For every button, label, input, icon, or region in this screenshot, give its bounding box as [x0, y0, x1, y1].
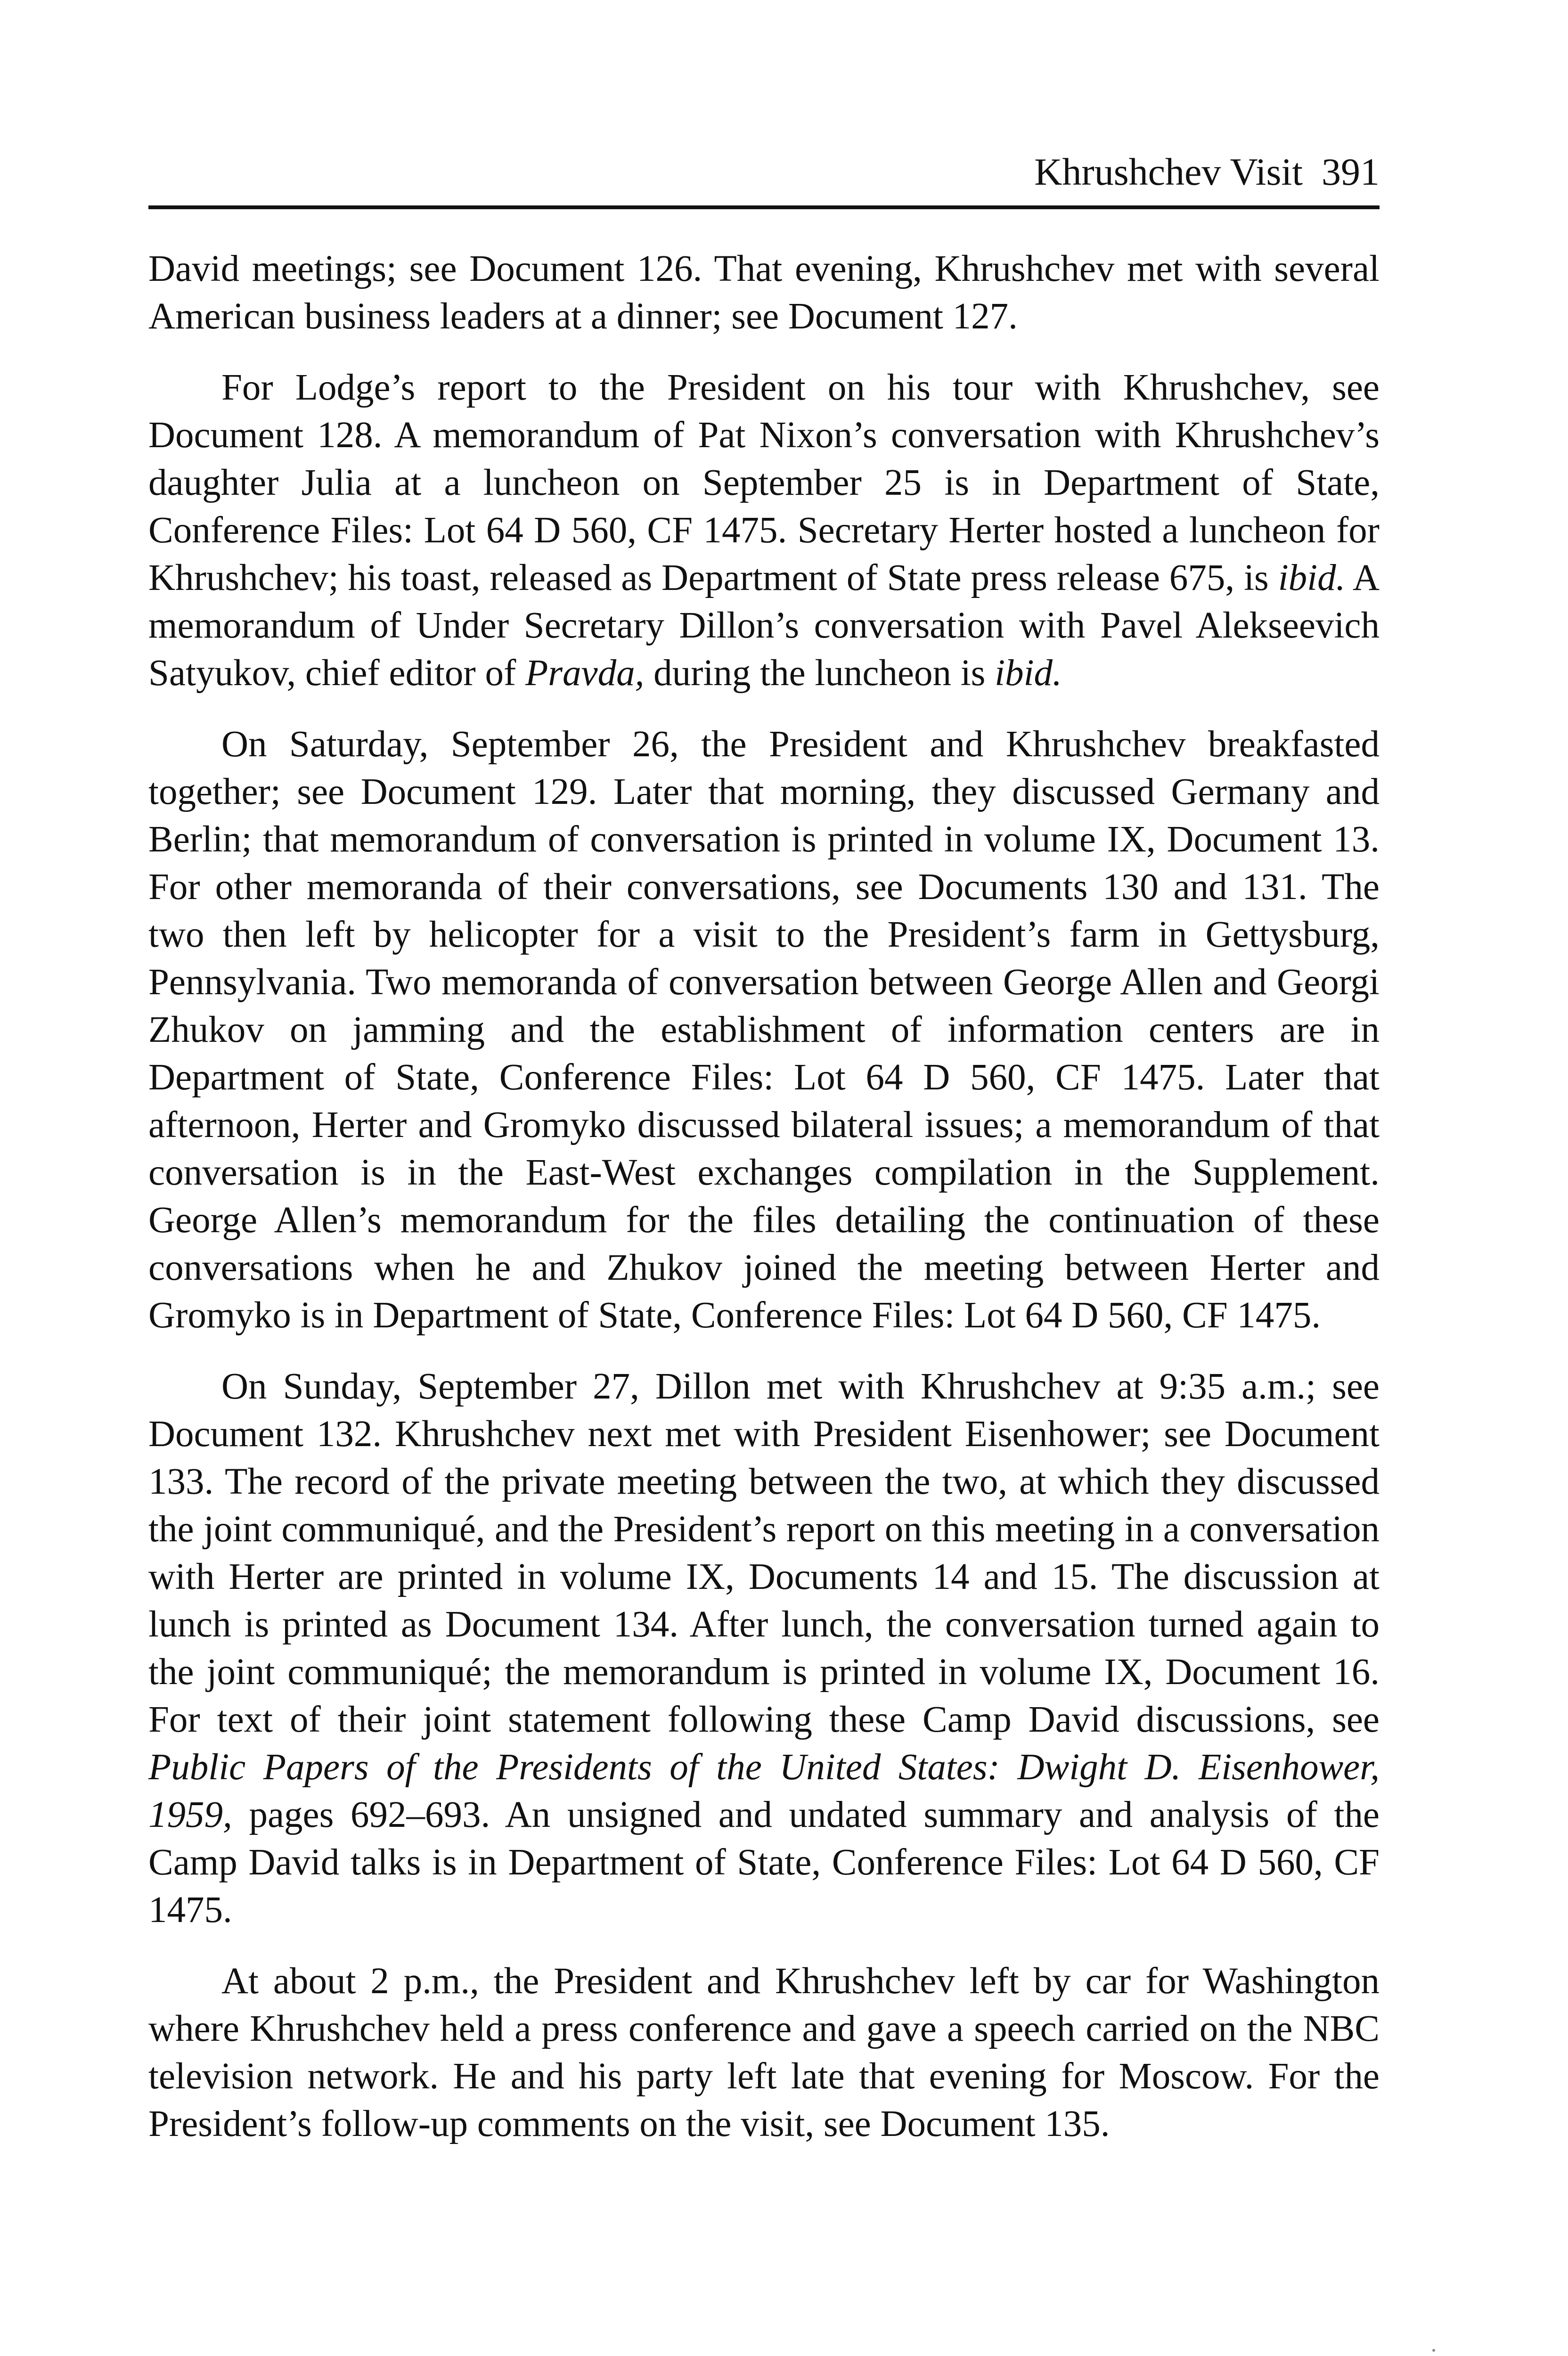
- scan-speck: [1432, 2349, 1435, 2352]
- page-number: 391: [1322, 150, 1380, 193]
- paragraph-4: [148, 1363, 1380, 1934]
- paragraph-4-text-2: pages 692–693. An unsigned and undated summary and analysis of the Camp David talks is in Department of State, Conference Files: Lot 64 D 560, CF 1475.: [148, 1794, 1380, 1931]
- header-rule: [148, 205, 1380, 209]
- paragraph-2: [148, 364, 1380, 697]
- paragraph-4-italic-public-papers: Public Papers of the Presidents of the United States: Dwight D. Eisenhower, 1959,: [148, 1747, 1380, 1835]
- paragraph-4-text-1: On Sunday, September 27, Dillon met with Khrushchev at 9:35 a.m.; see Document 132. Khrushchev next met with President Eisenhower; see Document 133. The record of the private meeting between the two, at which they discussed the joint communiqué, and the President’s report on this meeting in a conversation with Herter are printed in volume IX, Documents 14 and 15. The discussion at lunch is printed as Document 134. After lunch, the conversation turned again to the joint communiqué; the memorandum is printed in volume IX, Document 16. For text of their joint statement following these Camp David discussions, see: [148, 1366, 1380, 1740]
- running-head: [148, 148, 1380, 196]
- paragraph-2-text-3: during the luncheon is: [644, 653, 995, 694]
- paragraph-2-italic-ibid-2: ibid.: [995, 653, 1062, 694]
- paragraph-1-text-1: David meetings; see Document 126. That evening, Khrushchev met with several American business leaders at a dinner; see Document 127.: [148, 248, 1380, 337]
- paragraph-5: [148, 1957, 1380, 2148]
- paragraph-2-italic-ibid-1: ibid.: [1278, 557, 1346, 598]
- body-text: [148, 245, 1380, 2148]
- paragraph-2-italic-pravda: Pravda,: [525, 653, 645, 694]
- paragraph-3: [148, 720, 1380, 1339]
- paragraph-2-text-2: A memorandum of Under Secretary Dillon’s conversation with Pavel Alekseevich Satyukov, chief editor of: [148, 557, 1380, 694]
- paragraph-5-text-1: At about 2 p.m., the President and Khrushchev left by car for Washington where Khrushchev held a press conference and gave a speech carried on the NBC television network. He and his party left late that evening for Moscow. For the President’s follow-up comments on the visit, see Document 135.: [148, 1961, 1380, 2144]
- running-title: Khrushchev Visit: [1034, 150, 1303, 193]
- paragraph-1: [148, 245, 1380, 340]
- paragraph-3-text-1: On Saturday, September 26, the President and Khrushchev breakfasted together; see Document 129. Later that morning, they discussed Germany and Berlin; that memorandum of conversation is printed in volume IX, Document 13. For other memoranda of their conversations, see Documents 130 and 131. The two then left by helicopter for a visit to the President’s farm in Gettysburg, Pennsylvania. Two memoranda of conversation between George Allen and Georgi Zhukov on jamming and the establishment of information centers are in Department of State, Conference Files: Lot 64 D 560, CF 1475. Later that afternoon, Herter and Gromyko discussed bilateral issues; a memorandum of that conversation is in the East-West exchanges compilation in the Supplement. George Allen’s memorandum for the files detailing the continuation of these conversations when he and Zhukov joined the meeting between Herter and Gromyko is in Department of State, Conference Files: Lot 64 D 560, CF 1475.: [148, 724, 1380, 1336]
- paragraph-2-text-1: For Lodge’s report to the President on his tour with Khrushchev, see Document 128. A memorandum of Pat Nixon’s conversation with Khrushchev’s daughter Julia at a luncheon on September 25 is in Department of State, Conference Files: Lot 64 D 560, CF 1475. Secretary Herter hosted a luncheon for Khrushchev; his toast, released as Department of State press release 675, is: [148, 367, 1380, 598]
